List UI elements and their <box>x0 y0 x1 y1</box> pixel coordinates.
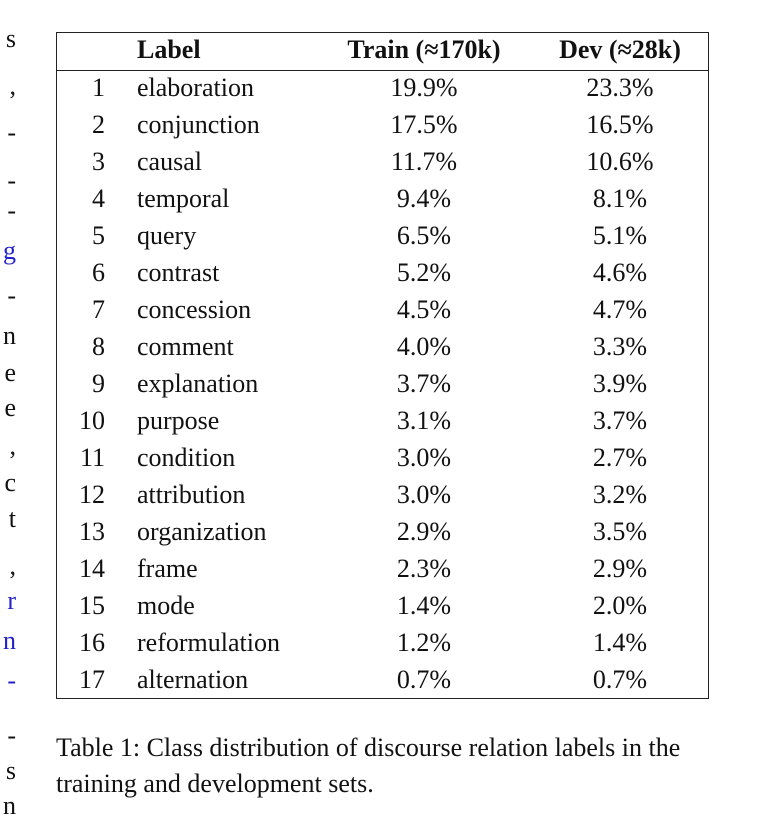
row-train-value: 4.5% <box>396 295 452 324</box>
row-label: elaboration <box>137 73 254 102</box>
row-index: 3 <box>92 147 105 176</box>
row-index: 2 <box>92 110 105 139</box>
row-label: contrast <box>137 258 220 287</box>
left-column-fragment: t <box>8 504 16 533</box>
row-train-value: 19.9% <box>390 73 458 102</box>
row-label: attribution <box>137 480 246 509</box>
row-index: 10 <box>79 406 105 435</box>
row-index: 16 <box>79 628 105 657</box>
row-index: 5 <box>92 221 105 250</box>
row-index: 13 <box>79 517 105 546</box>
left-column-fragment: n <box>3 791 16 820</box>
row-train-value: 3.1% <box>396 406 452 435</box>
left-column-fragment: - <box>7 281 16 310</box>
left-column-fragment: e <box>4 393 16 422</box>
row-label: reformulation <box>137 628 280 657</box>
row-label: purpose <box>137 406 220 435</box>
row-dev-value: 2.7% <box>592 443 648 472</box>
header-label: Label <box>137 35 201 64</box>
row-train-value: 11.7% <box>390 147 458 176</box>
row-dev-value: 10.6% <box>586 147 654 176</box>
left-column-text-fragments <box>0 0 14 830</box>
row-train-value: 3.0% <box>396 443 452 472</box>
left-column-fragment: s <box>5 24 16 53</box>
row-train-value: 5.2% <box>396 258 452 287</box>
left-column-fragment: , <box>9 551 16 580</box>
row-label: explanation <box>137 369 259 398</box>
distribution-table <box>56 32 709 699</box>
row-index: 9 <box>92 369 105 398</box>
row-dev-value: 3.3% <box>592 332 648 361</box>
left-column-fragment: - <box>7 118 16 147</box>
row-label: alternation <box>137 665 249 694</box>
row-train-value: 17.5% <box>390 110 458 139</box>
header-dev: Dev (≈28k) <box>559 35 681 64</box>
row-train-value: 2.3% <box>396 554 452 583</box>
left-column-fragment: e <box>4 358 16 387</box>
row-index: 11 <box>79 443 105 472</box>
row-label: mode <box>137 591 195 620</box>
left-column-fragment: , <box>9 431 16 460</box>
row-index: 17 <box>79 665 105 694</box>
row-train-value: 4.0% <box>396 332 452 361</box>
row-dev-value: 3.9% <box>592 369 648 398</box>
left-column-fragment: - <box>7 196 16 225</box>
left-column-fragment: n <box>3 321 16 350</box>
row-dev-value: 5.1% <box>592 221 648 250</box>
row-index: 4 <box>92 184 105 213</box>
left-column-fragment[interactable]: - <box>7 666 16 695</box>
row-label: temporal <box>137 184 230 213</box>
row-index: 14 <box>79 554 105 583</box>
row-train-value: 9.4% <box>396 184 452 213</box>
row-dev-value: 2.0% <box>592 591 648 620</box>
row-train-value: 1.2% <box>396 628 452 657</box>
row-train-value: 2.9% <box>396 517 452 546</box>
left-column-fragment: , <box>9 71 16 100</box>
row-index: 15 <box>79 591 105 620</box>
left-column-fragment: - <box>7 721 16 750</box>
row-dev-value: 16.5% <box>586 110 654 139</box>
left-column-fragment[interactable]: n <box>3 626 16 655</box>
header-rule <box>57 70 708 71</box>
row-label: concession <box>137 295 252 324</box>
row-dev-value: 3.2% <box>592 480 648 509</box>
row-train-value: 6.5% <box>396 221 452 250</box>
row-dev-value: 0.7% <box>592 665 648 694</box>
row-label: condition <box>137 443 236 472</box>
left-column-fragment: s <box>5 756 16 785</box>
table-caption: Table 1: Class distribution of discourse relation labels in the training and development sets. <box>56 733 681 798</box>
row-dev-value: 2.9% <box>592 554 648 583</box>
row-index: 6 <box>92 258 105 287</box>
row-train-value: 0.7% <box>396 665 452 694</box>
row-dev-value: 4.7% <box>592 295 648 324</box>
row-label: organization <box>137 517 267 546</box>
row-index: 12 <box>79 480 105 509</box>
row-label: frame <box>137 554 198 583</box>
row-label: query <box>137 221 197 250</box>
row-dev-value: 8.1% <box>592 184 648 213</box>
row-dev-value: 1.4% <box>592 628 648 657</box>
row-label: causal <box>137 147 202 176</box>
row-dev-value: 23.3% <box>586 73 654 102</box>
left-column-fragment: c <box>4 468 16 497</box>
row-index: 1 <box>92 73 105 102</box>
left-column-fragment[interactable]: r <box>7 586 16 615</box>
header-train: Train (≈170k) <box>347 35 501 64</box>
row-dev-value: 3.7% <box>592 406 648 435</box>
row-label: comment <box>137 332 234 361</box>
left-column-fragment[interactable]: g <box>3 236 16 265</box>
row-train-value: 3.7% <box>396 369 452 398</box>
row-index: 8 <box>92 332 105 361</box>
row-dev-value: 4.6% <box>592 258 648 287</box>
row-train-value: 1.4% <box>396 591 452 620</box>
row-index: 7 <box>92 295 105 324</box>
row-train-value: 3.0% <box>396 480 452 509</box>
left-column-fragment: - <box>7 166 16 195</box>
row-dev-value: 3.5% <box>592 517 648 546</box>
row-label: conjunction <box>137 110 260 139</box>
